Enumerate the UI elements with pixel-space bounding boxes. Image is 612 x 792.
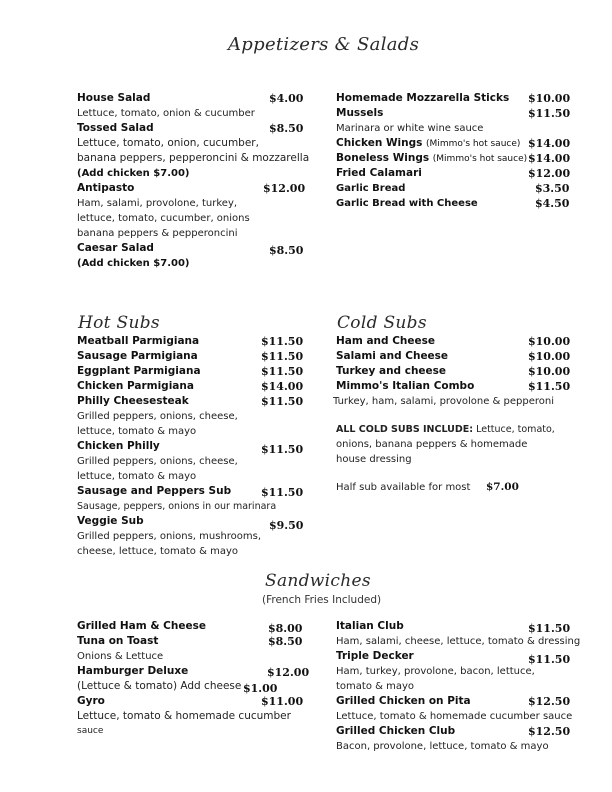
item-desc: Ham, turkey, provolone, bacon, lettuce,	[336, 666, 535, 677]
item-price: $11.00	[261, 695, 304, 708]
menu-item-salami-cheese	[336, 349, 571, 364]
item-description	[336, 679, 572, 694]
item-description	[336, 634, 581, 649]
item-description	[77, 136, 299, 151]
item-desc: banana peppers, pepperoncini & mozzarella	[77, 152, 310, 164]
item-name: Meatball Parmigiana	[77, 335, 200, 347]
item-name: Tossed Salad	[77, 122, 154, 134]
item-price: $14.00	[261, 380, 304, 393]
menu-item-mozzarella-sticks	[336, 91, 571, 106]
item-price: $4.50	[535, 197, 570, 210]
menu-item-caesar-salad	[77, 241, 304, 257]
includes-line	[336, 422, 555, 437]
item-price: $10.00	[528, 365, 571, 378]
item-description	[333, 394, 566, 409]
menu-item-tuna	[77, 634, 303, 649]
item-price: $11.50	[261, 350, 304, 363]
menu-item-sausage-peppers	[77, 484, 304, 499]
item-name: Salami and Cheese	[336, 350, 449, 362]
item-price: $11.50	[528, 107, 571, 120]
cold-subs-includes	[336, 422, 566, 437]
item-name: Mussels	[336, 107, 384, 119]
item-price: $12.50	[528, 695, 571, 708]
item-name: Gyro	[77, 695, 105, 707]
item-name-text: Boneless Wings	[336, 152, 430, 164]
item-name: Grilled Ham & Cheese	[77, 620, 206, 632]
item-price: $8.50	[269, 122, 304, 135]
item-name: Garlic Bread with Cheese	[336, 198, 478, 209]
item-name: Turkey and cheese	[336, 365, 447, 377]
item-description	[77, 709, 299, 724]
menu-item-gyro	[77, 694, 304, 709]
item-name: Triple Decker	[336, 650, 414, 662]
item-name: Tuna on Toast	[77, 635, 159, 647]
item-price: $14.00	[528, 152, 571, 165]
item-description	[77, 424, 299, 439]
menu-item-chicken-parm	[77, 379, 304, 394]
item-price: $11.50	[261, 443, 304, 456]
item-name: Chicken Philly	[77, 440, 160, 452]
item-price: $9.50	[269, 519, 304, 532]
item-price: $11.50	[528, 380, 571, 393]
item-desc: Lettuce, tomato & homemade cucumber	[77, 710, 291, 722]
cold-subs-heading: Cold Subs	[337, 313, 427, 333]
includes-text: Lettuce, tomato,	[473, 424, 555, 435]
item-note: (Mimmo's hot sauce)	[426, 139, 521, 149]
item-name: Sausage and Peppers Sub	[77, 485, 232, 497]
item-description	[336, 664, 572, 679]
item-name: Italian Club	[336, 620, 404, 632]
item-name: Eggplant Parmigiana	[77, 365, 201, 377]
menu-item-eggplant	[77, 364, 304, 379]
item-name: Sausage Parmigiana	[77, 350, 198, 362]
item-description	[77, 724, 299, 739]
item-name: Grilled Chicken on Pita	[336, 695, 471, 707]
menu-item-italian-combo	[336, 379, 571, 394]
item-desc: lettuce, tomato & mayo	[77, 426, 197, 437]
sandwiches-heading: Sandwiches	[265, 571, 371, 591]
item-desc: Lettuce, tomato & homemade cucumber sauce	[336, 711, 573, 722]
item-description	[77, 529, 299, 544]
item-desc: cheese, lettuce, tomato & mayo	[77, 546, 238, 557]
item-name: Hamburger Deluxe	[77, 665, 189, 677]
menu-item-tossed-salad	[77, 121, 304, 136]
menu-item-chicken-philly	[77, 439, 304, 456]
item-name: Garlic Bread	[336, 183, 406, 194]
item-price: $11.50	[261, 486, 304, 499]
item-name: Antipasto	[77, 182, 135, 194]
half-sub-price: $7.00	[486, 481, 519, 493]
menu-item-boneless-wings	[336, 151, 571, 166]
item-desc: sauce	[77, 726, 104, 736]
menu-item-turkey-cheese	[336, 364, 571, 379]
menu-item-mussels	[336, 106, 571, 121]
item-price: $10.00	[528, 92, 571, 105]
item-name: Ham and Cheese	[336, 335, 435, 347]
item-description	[77, 649, 299, 664]
salads-column	[77, 91, 310, 271]
menu-item-house-salad	[77, 91, 304, 106]
item-price: $12.00	[263, 182, 306, 195]
hot-subs-column	[77, 334, 304, 559]
spacer	[336, 409, 566, 422]
item-desc: banana peppers & pepperoncini	[77, 228, 238, 239]
item-desc: Sausage, peppers, onions in our marinara	[77, 501, 277, 512]
menu-item-triple-decker	[336, 649, 572, 664]
item-desc: lettuce, tomato & mayo	[77, 471, 197, 482]
item-desc: (Lettuce & tomato) Add cheese	[77, 680, 242, 692]
item-desc: Grilled peppers, onions, cheese,	[77, 456, 238, 467]
item-description	[77, 454, 299, 469]
item-desc: Grilled peppers, onions, cheese,	[77, 411, 238, 422]
item-price: $10.00	[528, 335, 571, 348]
item-description	[77, 469, 299, 484]
item-description	[77, 409, 299, 424]
item-description	[77, 106, 299, 121]
item-note: (Mimmo's hot sauce)	[432, 154, 528, 164]
item-price: $11.50	[261, 365, 304, 378]
item-price: $10.00	[528, 350, 571, 363]
item-desc: Bacon, provolone, lettuce, tomato & mayo	[336, 741, 549, 752]
appetizers-column	[336, 91, 571, 211]
item-description	[336, 452, 566, 467]
item-price: $8.00	[268, 622, 303, 635]
menu-item-ham-cheese	[336, 334, 571, 349]
menu-item-chicken-club	[336, 724, 572, 739]
item-name: Philly Cheesesteak	[77, 395, 189, 407]
item-price: $8.50	[268, 635, 303, 648]
item-desc: Onions & Lettuce	[77, 651, 164, 662]
item-desc: tomato & mayo	[336, 681, 415, 692]
item-desc: Marinara or white wine sauce	[336, 123, 484, 134]
appetizers-salads-heading: Appetizers & Salads	[228, 34, 420, 55]
item-price: $14.00	[528, 137, 571, 150]
item-addon	[77, 256, 299, 271]
menu-item-chicken-pita	[336, 694, 572, 709]
item-price: $8.50	[269, 244, 304, 257]
menu-item-hamburger	[77, 664, 310, 679]
half-sub-note	[336, 480, 566, 495]
item-price: $11.50	[261, 395, 304, 408]
item-desc: Lettuce, tomato, onion & cucumber	[77, 108, 255, 119]
includes-label: ALL COLD SUBS INCLUDE:	[336, 424, 474, 435]
item-name: Grilled Chicken Club	[336, 725, 456, 737]
item-name: Caesar Salad	[77, 242, 154, 254]
menu-item-chicken-wings	[336, 136, 571, 151]
menu-item-veggie	[77, 514, 304, 532]
half-sub-label: Half sub available for most	[336, 482, 471, 493]
item-addon	[77, 166, 299, 181]
spacer	[336, 467, 566, 480]
item-desc: Turkey, ham, salami, provolone & pepperoni	[333, 396, 554, 407]
menu-item-antipasto	[77, 181, 306, 196]
item-description	[336, 709, 572, 724]
item-description	[77, 226, 299, 241]
addon-price: $1.00	[243, 682, 278, 695]
item-price: $11.50	[528, 622, 571, 635]
item-name: Homemade Mozzarella Sticks	[336, 92, 510, 104]
item-description	[77, 196, 299, 211]
item-price: $3.50	[535, 182, 570, 195]
addon-text: (Add chicken $7.00)	[77, 258, 190, 269]
item-description	[336, 437, 566, 452]
item-name: Veggie Sub	[77, 515, 144, 527]
item-price: $12.00	[267, 666, 310, 679]
item-price: $11.50	[528, 653, 571, 666]
item-description	[77, 499, 299, 514]
item-description	[77, 679, 299, 694]
item-desc: Lettuce, tomato, onion, cucumber,	[77, 137, 259, 149]
item-price: $12.00	[528, 167, 571, 180]
item-name: Fried Calamari	[336, 167, 422, 179]
menu-item-garlic-bread	[336, 181, 570, 196]
includes-text: house dressing	[336, 454, 412, 465]
menu-item-philly	[77, 394, 304, 409]
menu-item-meatball	[77, 334, 304, 349]
includes-text: onions, banana peppers & homemade	[336, 439, 528, 450]
item-description	[336, 739, 572, 754]
item-description	[77, 211, 299, 226]
menu-item-grilled-ham	[77, 619, 303, 635]
sandwiches-subheading: (French Fries Included)	[262, 594, 382, 606]
item-desc: Ham, salami, provolone, turkey,	[77, 198, 238, 209]
item-desc: Ham, salami, cheese, lettuce, tomato & dressing	[336, 636, 581, 647]
item-price: $4.00	[269, 92, 304, 105]
menu-item-fried-calamari	[336, 166, 571, 181]
item-price: $12.50	[528, 725, 571, 738]
item-description	[77, 151, 310, 166]
menu-item-garlic-bread-cheese	[336, 196, 570, 211]
addon-text: (Add chicken $7.00)	[77, 168, 190, 179]
item-description	[77, 544, 299, 559]
sandwiches-left-column	[77, 619, 310, 739]
item-description	[336, 121, 566, 136]
item-name	[336, 136, 520, 152]
hot-subs-heading: Hot Subs	[78, 313, 160, 333]
item-price: $11.50	[261, 335, 304, 348]
cold-subs-column	[333, 334, 571, 495]
menu-item-sausage-parm	[77, 349, 304, 364]
sandwiches-right-column	[336, 619, 581, 754]
item-name: Mimmo's Italian Combo	[336, 380, 475, 392]
item-name	[336, 151, 527, 167]
item-name-text: Chicken Wings	[336, 137, 423, 149]
item-desc: Grilled peppers, onions, mushrooms,	[77, 531, 262, 542]
item-name: Chicken Parmigiana	[77, 380, 194, 392]
menu-item-italian-club	[336, 619, 572, 634]
item-desc: lettuce, tomato, cucumber, onions	[77, 213, 250, 224]
item-name: House Salad	[77, 92, 151, 104]
